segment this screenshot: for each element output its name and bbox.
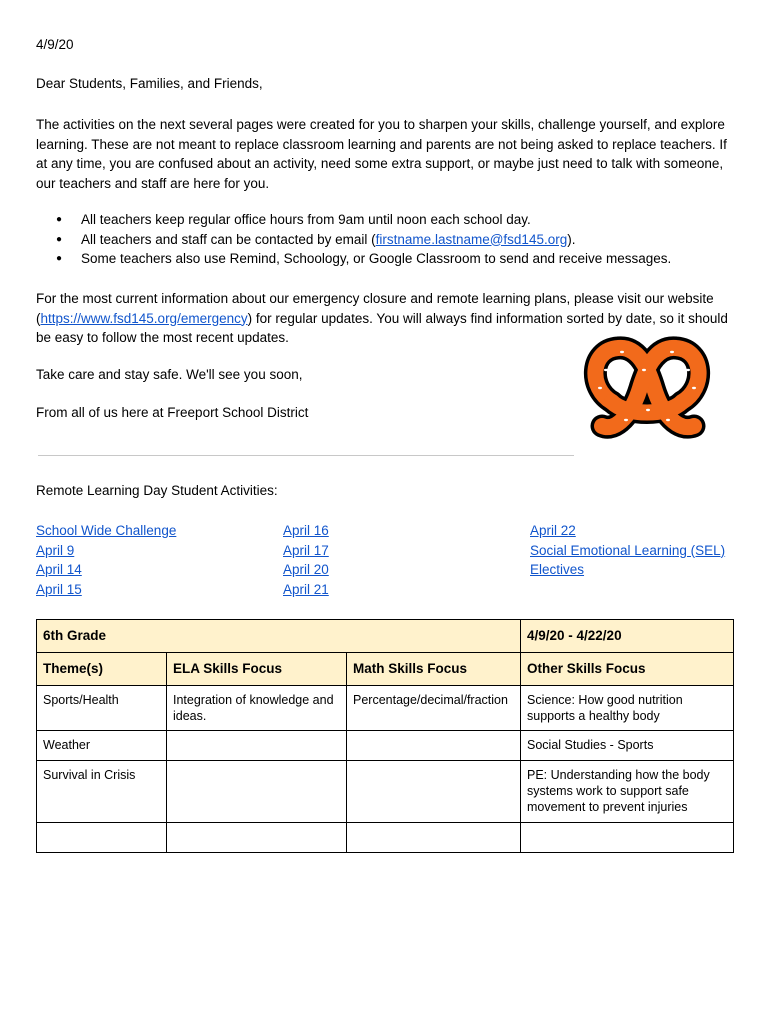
link-april-17[interactable]: April 17 xyxy=(283,542,329,558)
table-cell xyxy=(347,731,521,761)
skills-table xyxy=(36,619,734,853)
date-range: 4/9/20 - 4/22/20 xyxy=(521,620,734,653)
table-cell: PE: Understanding how the body systems work to support safe movement to prevent injuries xyxy=(521,761,734,823)
links-column-3 xyxy=(530,521,725,580)
table-cell: Integration of knowledge and ideas. xyxy=(167,686,347,731)
closing-line: Take care and stay safe. We'll see you soon, xyxy=(36,367,303,382)
bullet-apps: ● Some teachers also use Remind, Schoology, or Google Classroom to send and receive messages. xyxy=(36,249,671,269)
greeting: Dear Students, Families, and Friends, xyxy=(36,76,263,91)
divider xyxy=(38,455,574,456)
table-cell: Percentage/decimal/fraction xyxy=(347,686,521,731)
contact-bullet-list xyxy=(36,210,671,269)
table-cell xyxy=(167,761,347,823)
link-sel[interactable]: Social Emotional Learning (SEL) xyxy=(530,542,726,558)
email-link[interactable]: firstname.lastname@fsd145.org xyxy=(375,231,568,247)
table-cell xyxy=(167,823,347,853)
link-april-16[interactable]: April 16 xyxy=(283,523,329,538)
bullet-email: ● All teachers and staff can be contacted by email (firstname.lastname@fsd145.org). xyxy=(36,230,671,250)
header-ela: ELA Skills Focus xyxy=(167,653,347,686)
pretzel-icon xyxy=(582,336,714,448)
table-cell xyxy=(521,823,734,853)
table-cell: Sports/Health xyxy=(37,686,167,731)
intro-paragraph: The activities on the next several pages were created for you to sharpen your skills, challenge yourself, and explore learning. These are not meant to replace classroom learning and parents are not being asked to replace teachers. If at any time, you are confused about an activity, need some extra support, or maybe just need to talk with someone, our teachers and staff are here for you. xyxy=(36,117,727,191)
table-header-row xyxy=(37,653,734,686)
signoff-line: From all of us here at Freeport School District xyxy=(36,405,309,420)
links-column-1 xyxy=(36,521,176,599)
link-electives[interactable]: Electives xyxy=(530,562,585,577)
table-cell: Science: How good nutrition supports a healthy body xyxy=(521,686,734,731)
table-row xyxy=(37,823,734,853)
table-cell xyxy=(347,761,521,823)
table-row xyxy=(37,731,734,761)
info-paragraph: For the most current information about our emergency closure and remote learning plans, please visit our website (https://www.fsd145.org/emergency) for regular updates. You will always find information sorted by date, so it should be easy to follow the most recent updates. xyxy=(36,291,728,345)
header-other: Other Skills Focus xyxy=(521,653,734,686)
links-column-2 xyxy=(283,521,329,599)
website-link[interactable]: https://www.fsd145.org/emergency xyxy=(40,310,248,326)
table-cell xyxy=(37,823,167,853)
table-row xyxy=(37,761,734,823)
header-math: Math Skills Focus xyxy=(347,653,521,686)
header-themes: Theme(s) xyxy=(37,653,167,686)
table-cell: Weather xyxy=(37,731,167,761)
activities-title: Remote Learning Day Student Activities: xyxy=(36,483,278,498)
link-april-20[interactable]: April 20 xyxy=(283,562,329,577)
link-april-22[interactable]: April 22 xyxy=(530,523,576,538)
letter-date: 4/9/20 xyxy=(36,37,74,52)
table-row xyxy=(37,686,734,731)
table-title-row xyxy=(37,620,734,653)
link-april-9[interactable]: April 9 xyxy=(36,542,75,558)
link-school-wide-challenge[interactable]: School Wide Challenge xyxy=(36,523,177,538)
table-cell: Survival in Crisis xyxy=(37,761,167,823)
link-april-21[interactable]: April 21 xyxy=(283,581,329,597)
grade-label: 6th Grade xyxy=(37,620,521,653)
table-cell xyxy=(347,823,521,853)
link-april-14[interactable]: April 14 xyxy=(36,562,82,577)
bullet-office-hours: ● All teachers keep regular office hours from 9am until noon each school day. xyxy=(36,210,671,230)
table-cell: Social Studies - Sports xyxy=(521,731,734,761)
link-april-15[interactable]: April 15 xyxy=(36,581,82,597)
table-cell xyxy=(167,731,347,761)
